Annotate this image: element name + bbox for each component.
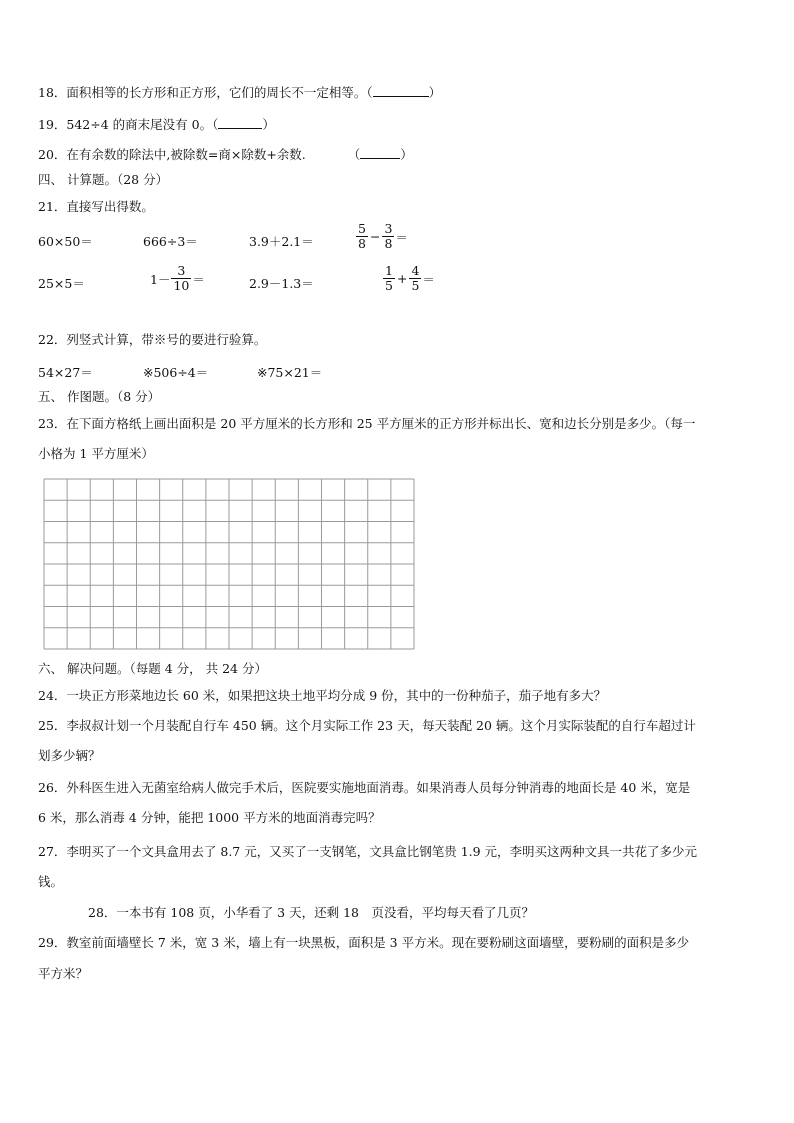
question-27-line2: 钱。: [38, 874, 64, 889]
question-23-line2: 小格为 1 平方厘米）: [38, 446, 154, 461]
question-18: 18．面积相等的长方形和正方形，它们的周长不一定相等。（ ）: [38, 85, 442, 100]
question-23-line1: 23．在下面方格纸上画出面积是 20 平方厘米的长方形和 25 平方厘米的正方形并标出长、宽和边长分别是多少。（每一: [38, 416, 696, 431]
question-27-line1: 27．李明买了一个文具盒用去了 8.7 元，又买了一支钢笔，文具盒比钢笔贵 1.9 元，李明买这两种文具一共花了多少元: [38, 844, 698, 859]
answer-blank[interactable]: [218, 116, 262, 129]
section-heading-5: 五、 作图题。（8 分）: [38, 389, 161, 404]
calc-item: 2.9－1.3＝: [249, 276, 314, 291]
question-25-line1: 25．李叔叔计划一个月装配自行车 450 辆。这个月实际工作 23 天，每天装配 20 辆。这个月实际装配的自行车超过计: [38, 718, 696, 733]
fraction: $\frac{4}{5}$: [411, 263, 420, 293]
section-heading-4: 四、 计算题。（28 分）: [38, 172, 169, 187]
fraction: $\frac{5}{8}$: [358, 221, 366, 251]
question-29-line1: 29．教室前面墙壁长 7 米，宽 3 米，墙上有一块黑板，面积是 3 平方米。现在要粉刷这面墙壁，要粉刷的面积是多少: [38, 935, 690, 950]
fraction: $\frac{3}{10}$: [173, 263, 190, 293]
calc-item: 25×5＝: [38, 276, 85, 291]
question-26-line1: 26．外科医生进入无菌室给病人做完手术后，医院要实施地面消毒。如果消毒人员每分钟消毒的地面长是 40 米，宽是: [38, 780, 691, 795]
question-24: 24．一块正方形菜地边长 60 米，如果把这块土地平均分成 9 份，其中的一份种茄子，茄子地有多大？: [38, 688, 607, 703]
calc-item: 60×50＝: [38, 234, 93, 249]
fraction-expression: $\frac{1}{5}$ + $\frac{4}{5}$ ＝: [385, 263, 435, 293]
grid-paper[interactable]: [43, 478, 415, 650]
question-19: 19．542÷4 的商末尾没有 0。（ ）: [38, 117, 275, 132]
question-25-line2: 划多少辆？: [38, 748, 101, 763]
question-20: 20．在有余数的除法中,被除数=商×除数+余数. （ ）: [38, 147, 413, 162]
calc-item: 54×27＝: [38, 365, 93, 380]
section-heading-6: 六、 解决问题。（每题 4 分， 共 24 分）: [38, 661, 267, 676]
question-29-line2: 平方米？: [38, 966, 89, 981]
question-28: 28．一本书有 108 页，小华看了 3 天，还剩 18 页没看，平均每天看了几页？: [88, 905, 534, 920]
question-21: 21．直接写出得数。: [38, 199, 154, 214]
calc-item: 666÷3＝: [143, 234, 198, 249]
fraction-expression: $\frac{5}{8}$ − $\frac{3}{8}$ ＝: [358, 221, 408, 251]
question-26-line2: 6 米，那么消毒 4 分钟，能把 1000 平方米的地面消毒完吗？: [38, 810, 381, 825]
fraction: $\frac{1}{5}$: [385, 263, 393, 293]
answer-blank[interactable]: [373, 84, 429, 97]
mixed-expression: 1－ $\frac{3}{10}$ ＝: [150, 263, 205, 293]
calc-item: ※75×21＝: [257, 365, 323, 380]
answer-blank[interactable]: [360, 146, 400, 159]
calc-item: ※506÷4＝: [143, 365, 209, 380]
question-22: 22．列竖式计算，带※号的要进行验算。: [38, 332, 267, 347]
fraction: $\frac{3}{8}$: [384, 221, 393, 251]
calc-item: 3.9＋2.1＝: [249, 234, 314, 249]
